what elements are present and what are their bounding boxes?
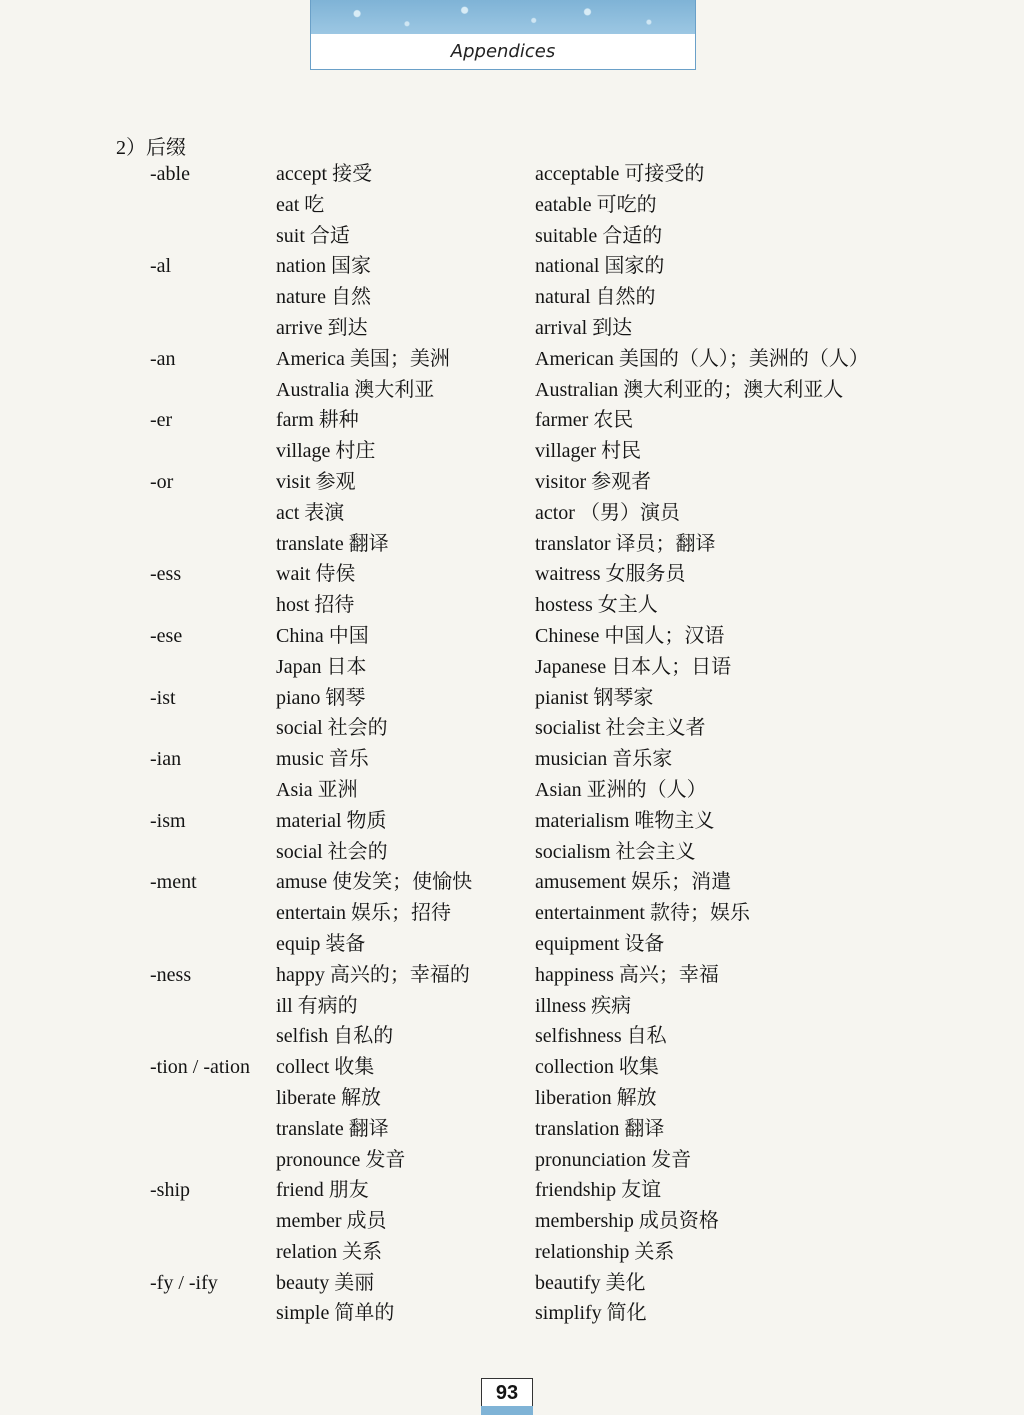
derived-word: eatable 可吃的 (535, 193, 657, 216)
base-word: wait 侍侯 (276, 563, 356, 586)
word-row (0, 313, 1024, 344)
suffix-label: -er (150, 409, 173, 432)
derived-word: hostess 女主人 (535, 594, 658, 617)
base-word: village 村庄 (276, 440, 376, 463)
derived-word: waitress 女服务员 (535, 563, 686, 586)
base-word: pronounce 发音 (276, 1148, 406, 1171)
word-row (0, 282, 1024, 313)
word-row (0, 991, 1024, 1022)
base-word: translate 翻译 (276, 1117, 389, 1140)
derived-word: beautify 美化 (535, 1271, 646, 1294)
base-word: visit 参观 (276, 470, 356, 493)
derived-word: visitor 参观者 (535, 470, 652, 493)
suffix-label: -ism (150, 809, 186, 832)
derived-word: translator 译员；翻译 (535, 532, 716, 555)
word-row (0, 467, 1024, 498)
header-title: Appendices (450, 41, 556, 62)
derived-word: selfishness 自私 (535, 1025, 667, 1048)
derived-word: liberation 解放 (535, 1086, 657, 1109)
base-word: China 中国 (276, 624, 369, 647)
base-word: nature 自然 (276, 286, 371, 309)
derived-word: translation 翻译 (535, 1117, 665, 1140)
header-decoration (311, 0, 695, 34)
word-row (0, 837, 1024, 868)
suffix-label: -able (150, 163, 190, 185)
suffix-label: -ship (150, 1179, 190, 1202)
derived-word: pronunciation 发音 (535, 1148, 692, 1171)
base-word: piano 钢琴 (276, 686, 366, 709)
word-row (0, 529, 1024, 560)
suffix-word-list (0, 159, 1024, 1329)
base-word: social 社会的 (276, 717, 388, 740)
derived-word: membership 成员资格 (535, 1210, 719, 1233)
suffix-label: -fy / -ify (150, 1271, 218, 1294)
word-row (0, 1298, 1024, 1329)
base-word: social 社会的 (276, 840, 388, 863)
derived-word: equipment 设备 (535, 932, 665, 955)
base-word: happy 高兴的；幸福的 (276, 963, 470, 986)
base-word: beauty 美丽 (276, 1271, 375, 1294)
suffix-label: -tion / -ation (150, 1056, 250, 1079)
derived-word: American 美国的（人）；美洲的（人） (535, 347, 869, 370)
base-word: material 物质 (276, 809, 387, 832)
base-word: relation 关系 (276, 1240, 383, 1263)
base-word: ill 有病的 (276, 994, 358, 1017)
word-row (0, 652, 1024, 683)
derived-word: suitable 合适的 (535, 224, 663, 247)
word-row (0, 405, 1024, 436)
base-word: arrive 到达 (276, 316, 368, 339)
derived-word: Chinese 中国人；汉语 (535, 624, 725, 647)
derived-word: entertainment 款待；娱乐 (535, 902, 750, 925)
derived-word: natural 自然的 (535, 286, 656, 309)
base-word: entertain 娱乐；招待 (276, 902, 451, 925)
base-word: Japan 日本 (276, 655, 367, 678)
page-number-decoration (481, 1406, 533, 1415)
derived-word: Japanese 日本人；日语 (535, 655, 732, 678)
suffix-label: -an (150, 347, 176, 370)
base-word: collect 收集 (276, 1056, 375, 1079)
word-row (0, 498, 1024, 529)
base-word: equip 装备 (276, 932, 366, 955)
derived-word: farmer 农民 (535, 409, 634, 432)
derived-word: friendship 友谊 (535, 1179, 662, 1202)
word-row (0, 1052, 1024, 1083)
word-row (0, 251, 1024, 282)
word-row (0, 713, 1024, 744)
word-row (0, 190, 1024, 221)
word-row (0, 221, 1024, 252)
base-word: farm 耕种 (276, 409, 359, 432)
base-word: Asia 亚洲 (276, 778, 358, 801)
suffix-label: -ist (150, 686, 176, 709)
word-row (0, 1083, 1024, 1114)
word-row (0, 159, 1024, 190)
derived-word: pianist 钢琴家 (535, 686, 654, 709)
word-row (0, 344, 1024, 375)
derived-word: socialism 社会主义 (535, 840, 696, 863)
base-word: act 表演 (276, 501, 345, 524)
page-header (310, 0, 696, 70)
derived-word: materialism 唯物主义 (535, 809, 715, 832)
word-row (0, 1021, 1024, 1052)
base-word: eat 吃 (276, 193, 325, 216)
word-row (0, 1237, 1024, 1268)
word-row (0, 1114, 1024, 1145)
word-row (0, 775, 1024, 806)
derived-word: amusement 娱乐；消遣 (535, 871, 732, 894)
derived-word: acceptable 可接受的 (535, 163, 705, 185)
word-row (0, 559, 1024, 590)
derived-word: Asian 亚洲的（人） (535, 778, 707, 801)
base-word: accept 接受 (276, 163, 373, 185)
derived-word: collection 收集 (535, 1056, 659, 1079)
word-row (0, 590, 1024, 621)
suffix-label: -or (150, 470, 174, 493)
word-row (0, 929, 1024, 960)
base-word: America 美国；美洲 (276, 347, 450, 370)
base-word: selfish 自私的 (276, 1025, 394, 1048)
derived-word: arrival 到达 (535, 316, 633, 339)
base-word: liberate 解放 (276, 1086, 381, 1109)
word-row (0, 1206, 1024, 1237)
word-row (0, 806, 1024, 837)
base-word: translate 翻译 (276, 532, 389, 555)
derived-word: socialist 社会主义者 (535, 717, 706, 740)
base-word: suit 合适 (276, 224, 350, 247)
word-row (0, 744, 1024, 775)
base-word: Australia 澳大利亚 (276, 378, 435, 401)
derived-word: actor （男）演员 (535, 501, 680, 524)
word-row (0, 960, 1024, 991)
suffix-label: -ness (150, 963, 192, 986)
section-title: 2）后缀 (116, 137, 186, 159)
word-row (0, 1145, 1024, 1176)
derived-word: musician 音乐家 (535, 748, 673, 771)
suffix-label: -ment (150, 871, 197, 894)
base-word: simple 简单的 (276, 1302, 395, 1325)
derived-word: illness 疾病 (535, 994, 632, 1017)
derived-word: relationship 关系 (535, 1240, 675, 1263)
base-word: music 音乐 (276, 748, 369, 771)
derived-word: villager 村民 (535, 440, 642, 463)
base-word: amuse 使发笑；使愉快 (276, 871, 473, 894)
suffix-label: -ian (150, 748, 182, 771)
base-word: host 招待 (276, 594, 355, 617)
page-number: 93 (481, 1378, 533, 1408)
word-row (0, 621, 1024, 652)
derived-word: national 国家的 (535, 255, 665, 278)
base-word: friend 朋友 (276, 1179, 369, 1202)
base-word: nation 国家 (276, 255, 371, 278)
word-row (0, 436, 1024, 467)
derived-word: Australian 澳大利亚的；澳大利亚人 (535, 378, 844, 401)
word-row (0, 867, 1024, 898)
base-word: member 成员 (276, 1210, 387, 1233)
word-row (0, 1268, 1024, 1299)
word-row (0, 683, 1024, 714)
word-row (0, 1175, 1024, 1206)
derived-word: simplify 简化 (535, 1302, 647, 1325)
word-row (0, 375, 1024, 406)
suffix-label: -ess (150, 563, 182, 586)
suffix-label: -ese (150, 624, 183, 647)
word-row (0, 898, 1024, 929)
suffix-label: -al (150, 255, 172, 278)
derived-word: happiness 高兴；幸福 (535, 963, 719, 986)
